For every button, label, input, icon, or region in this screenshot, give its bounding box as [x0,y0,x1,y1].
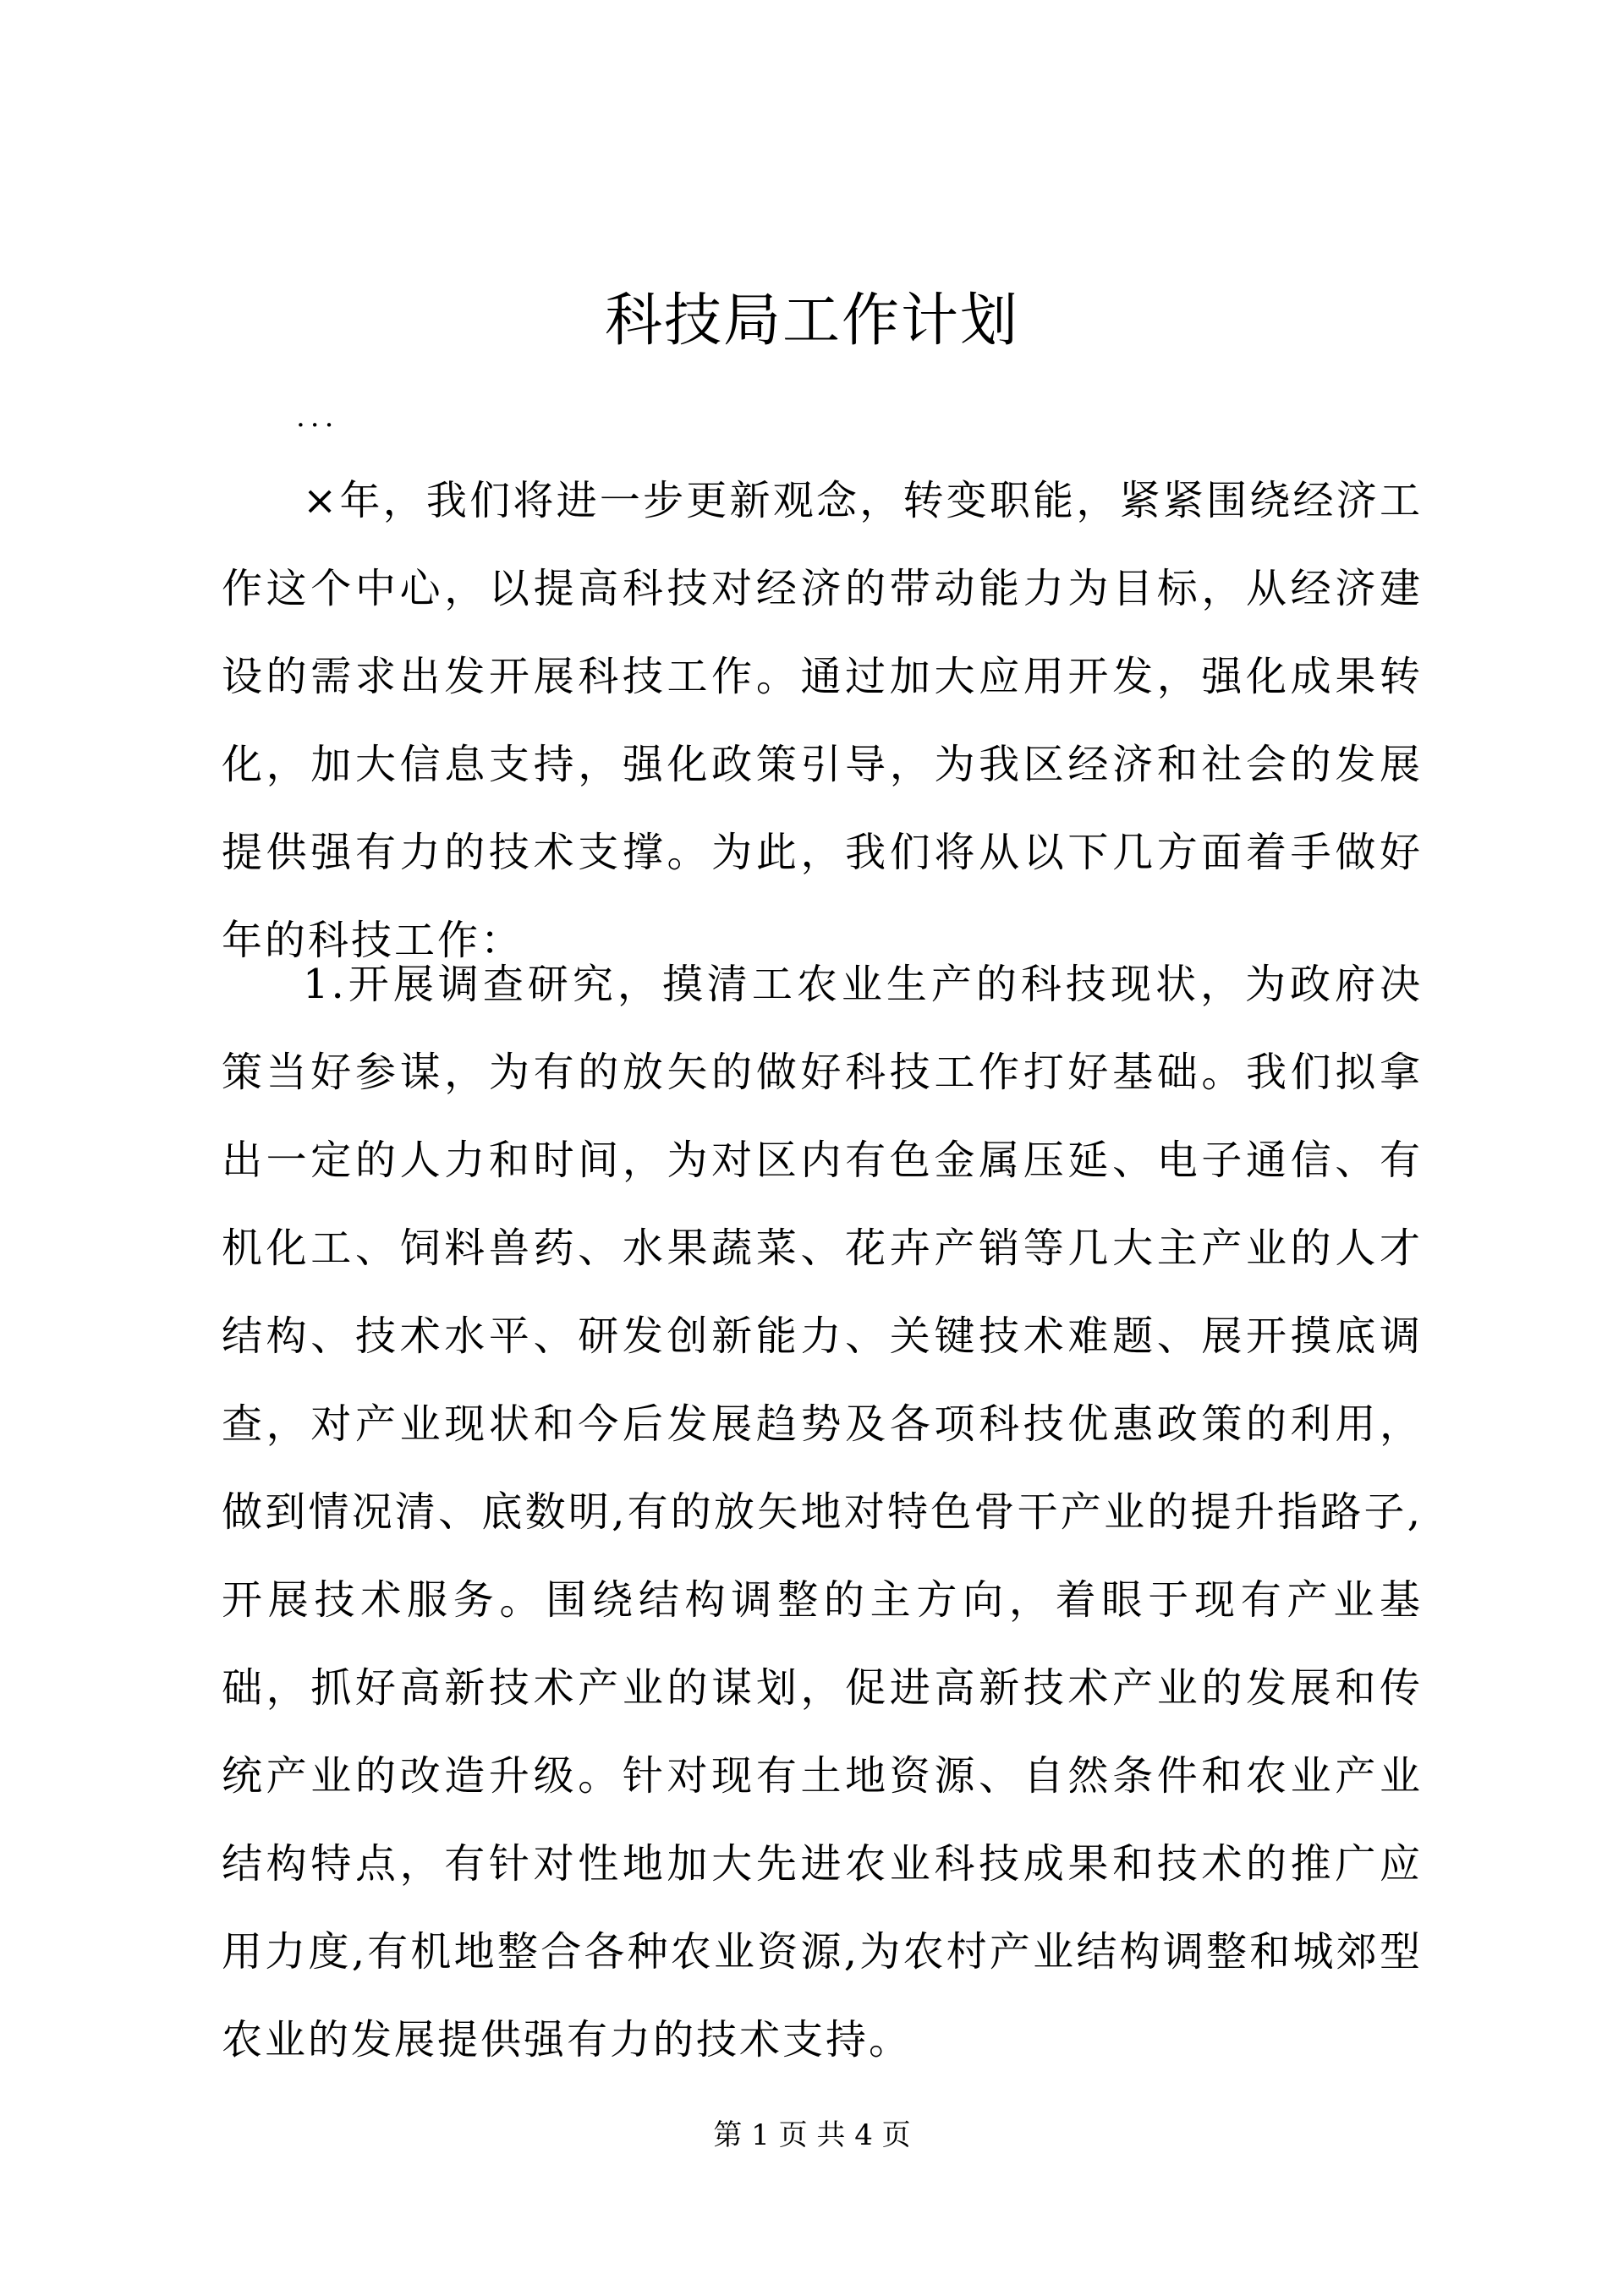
page-number: 第 1 页 共 4 页 [713,2118,911,2152]
paragraph-intro: ×年，我们将进一步更新观念，转变职能，紧紧围绕经济工作这个中心，以提高科技对经济的带动能力为目标，从经济建设的需求出发开展科技工作。通过加大应用开发，强化成果转化，加大信息支持，强化政策引导，为我区经济和社会的发展提供强有力的技术支撑。为此，我们将从以下几方面着手做好年的科技工作： [222,477,1423,964]
document-title: 科技局工作计划 [604,288,1019,354]
ellipsis-marker: ... [296,400,339,434]
paragraph-item-1: 1.开展调查研究，摸清工农业生产的科技现状，为政府决策当好参谋，为有的放矢的做好科技工作打好基础。我们拟拿出一定的人力和时间，为对区内有色金属压延、电子通信、有机化工、饲料兽药、水果蔬菜、花卉产销等几大主产业的人才结构、技术水平、研发创新能力、关键技术难题、展开摸底调查，对产业现状和今后发展趋势及各项科技优惠政策的利用，做到情况清、底数明,有的放矢地对特色骨干产业的提升指路子,开展技术服务。围绕结构调整的主方向，着眼于现有产业基础，抓好高新技术产业的谋划，促进高新技术产业的发展和传统产业的改造升级。针对现有土地资源、自然条件和农业产业结构特点，有针对性地加大先进农业科技成果和技术的推广应用力度,有机地整合各种农业资源,为农村产业结构调整和城郊型农业的发展提供强有力的技术支持。 [222,961,1423,2063]
